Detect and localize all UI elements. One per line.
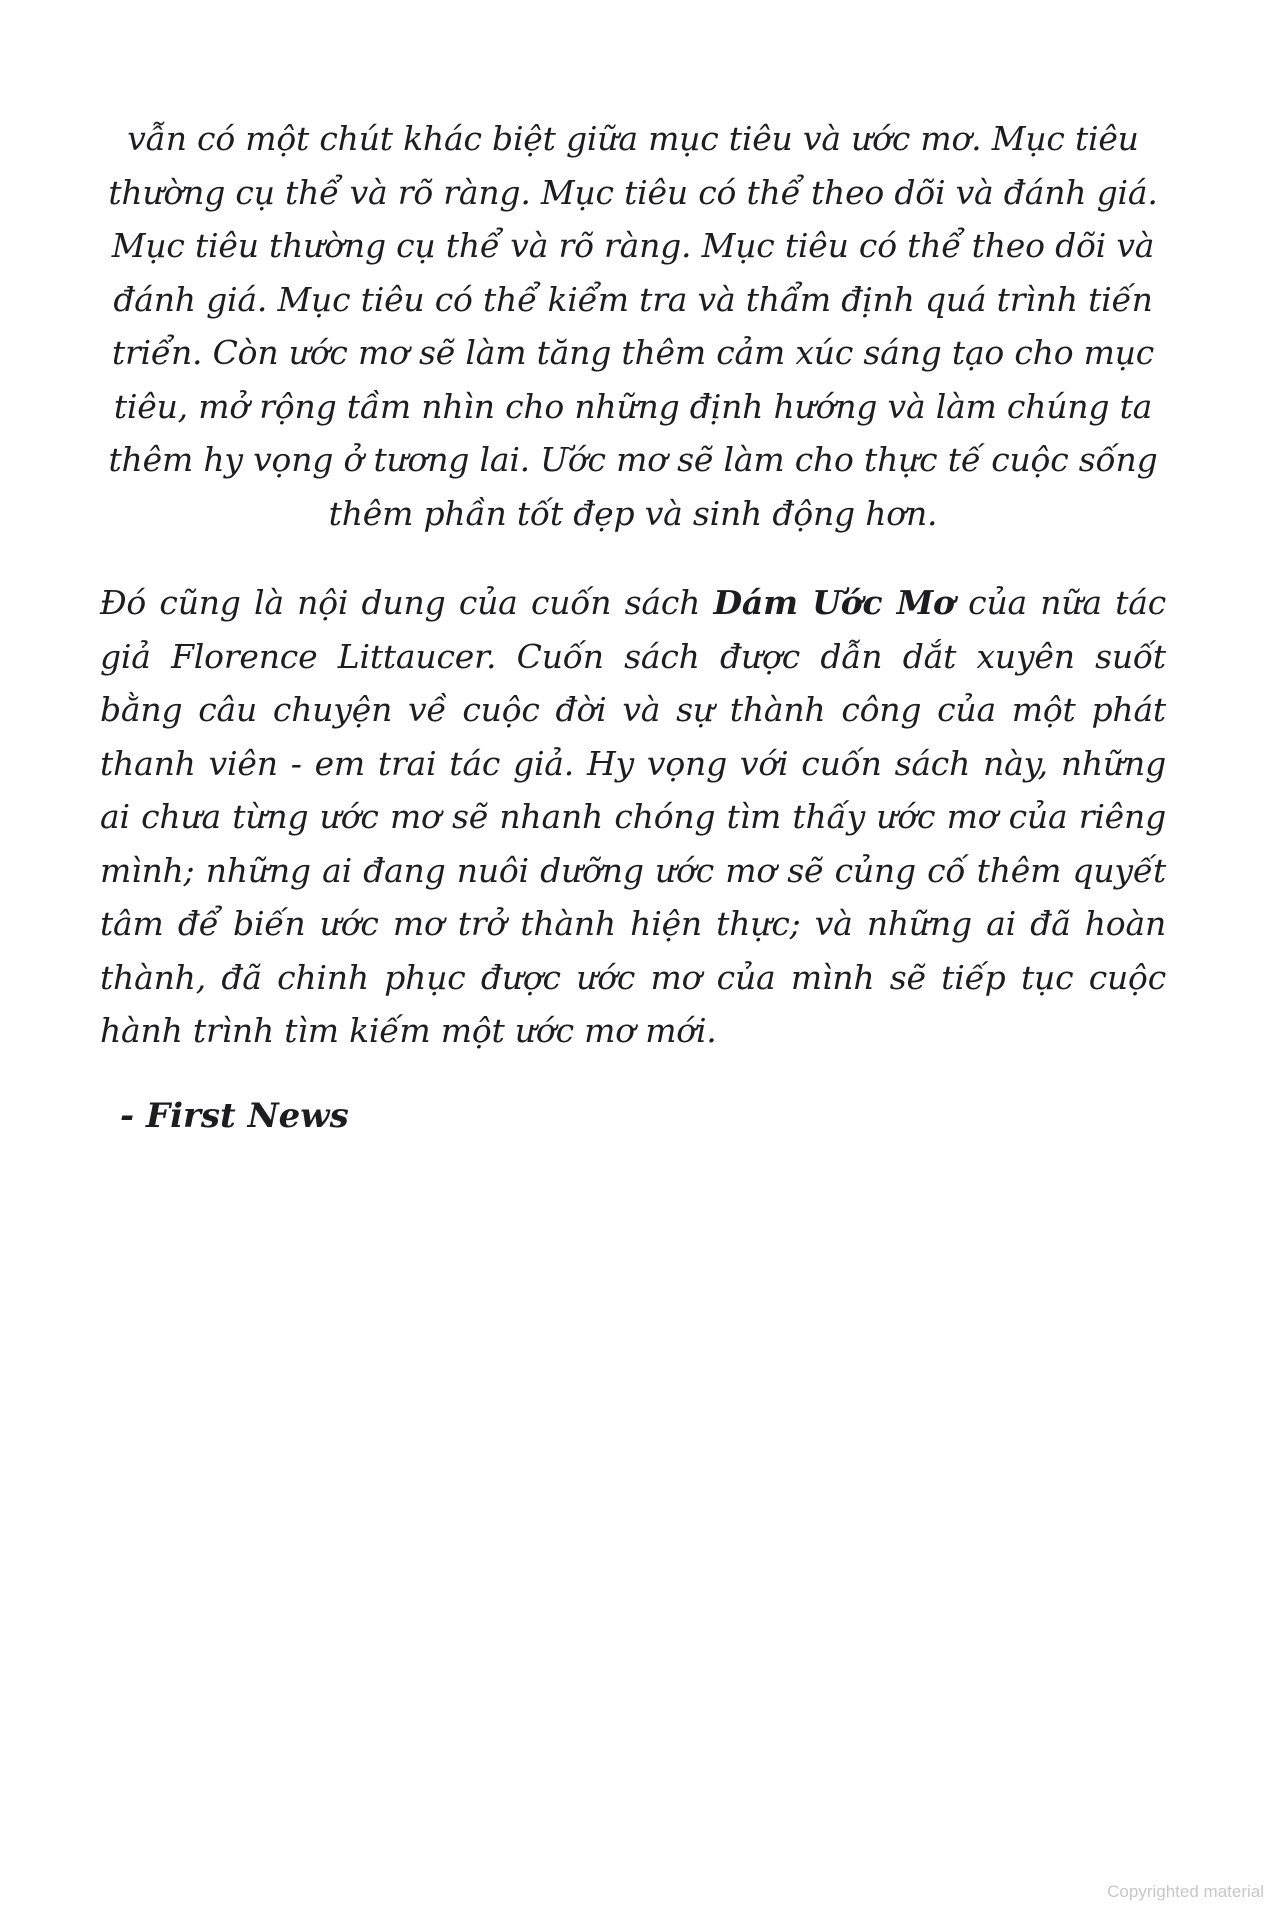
- body-paragraph: [100, 576, 1166, 1058]
- book-title: Dám Ước Mơ: [713, 583, 955, 622]
- body-text-lead: Đó cũng là nội dung của cuốn sách: [100, 583, 714, 622]
- page-content: [100, 112, 1166, 1143]
- copyright-watermark: Copyrighted material: [1107, 1882, 1264, 1901]
- author-signature: - First News: [120, 1095, 349, 1136]
- body-text-rest: của nữa tác giả Florence Littaucer. Cuốn sách được dẫn dắt xuyên suốt bằng câu chuyện về cuộc đời và sự thành công của một phát thanh viên - em trai tác giả. Hy vọng với cuốn sách này, những ai chưa từng ước mơ sẽ nhanh chóng tìm thấy ước mơ của riêng mình; những ai đang nuôi dưỡng ước mơ sẽ củng cố thêm quyết tâm để biến ước mơ trở thành hiện thực; và những ai đã hoàn thành, đã chinh phục được ước mơ của mình sẽ tiếp tục cuộc hành trình tìm kiếm một ước mơ mới.: [100, 583, 1166, 1050]
- quote-paragraph: vẫn có một chút khác biệt giữa mục tiêu và ước mơ. Mục tiêu thường cụ thể và rõ ràng. Mục tiêu có thể theo dõi và đánh giá. Mục tiêu thường cụ thể và rõ ràng. Mục tiêu có thể theo dõi và đánh giá. Mục tiêu có thể kiểm tra và thẩm định quá trình tiến triển. Còn ước mơ sẽ làm tăng thêm cảm xúc sáng tạo cho mục tiêu, mở rộng tầm nhìn cho những định hướng và làm chúng ta thêm hy vọng ở tương lai. Ước mơ sẽ làm cho thực tế cuộc sống thêm phần tốt đẹp và sinh động hơn.: [108, 119, 1158, 533]
